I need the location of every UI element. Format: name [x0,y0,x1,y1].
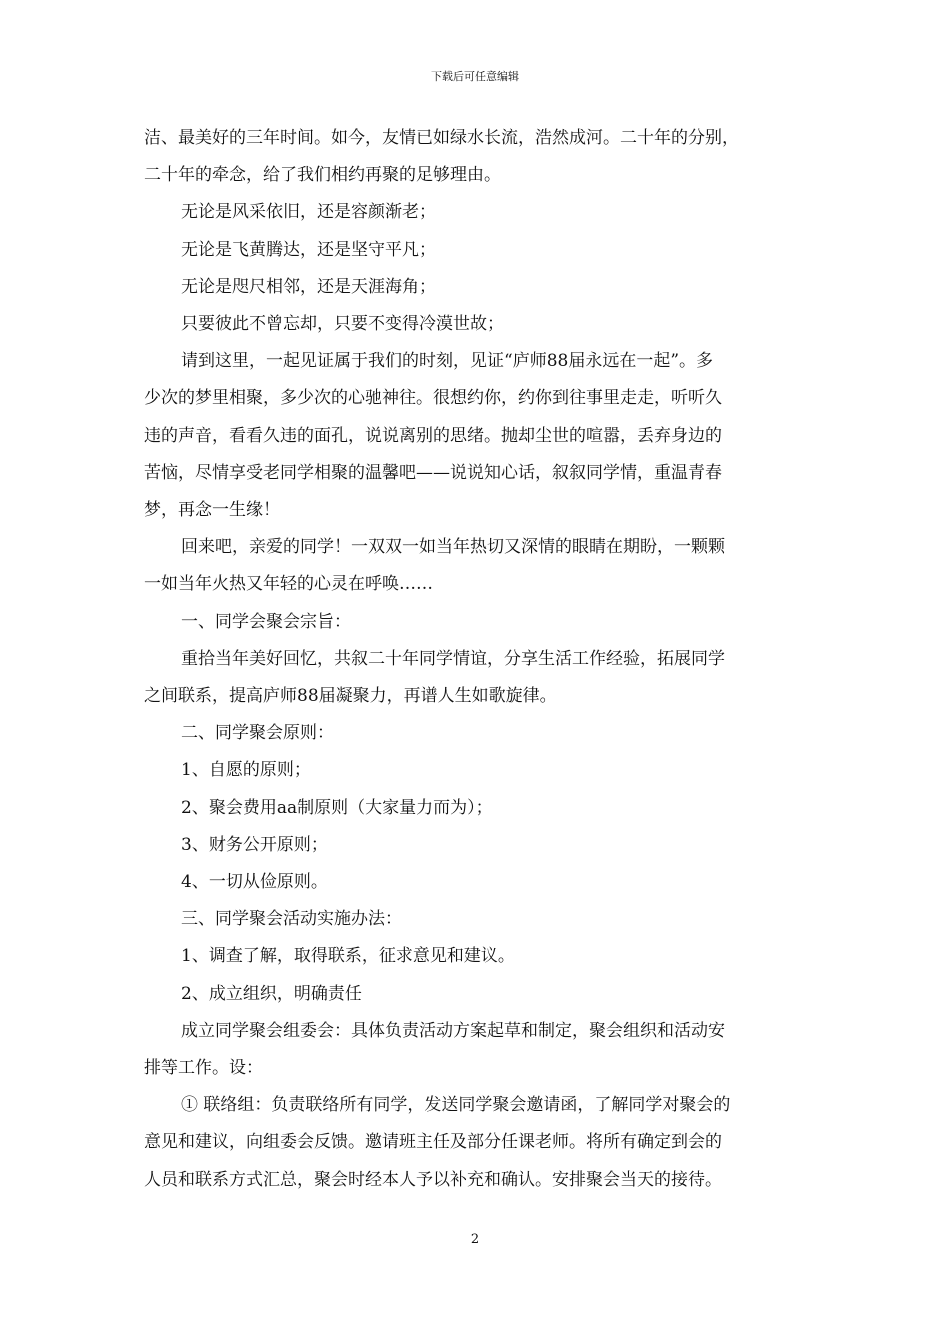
document-body [144,120,810,1199]
text-line: 少次的梦里相聚，多少次的心驰神往。很想约你，约你到往事里走走，听听久 [144,388,722,409]
page-header: 下载后可任意编辑 [431,70,519,83]
text-line: 违的声音，看看久违的面孔，说说离别的思绪。抛却尘世的喧嚣，丢弃身边的 [144,425,722,446]
text-line: 只要彼此不曾忘却，只要不变得冷漠世故； [181,314,504,335]
text-line: 三、同学聚会活动实施办法： [181,909,402,930]
text-line: 排等工作。设： [144,1058,263,1079]
text-line: 2、成立组织，明确责任 [181,983,362,1004]
text-line: 无论是咫尺相邻，还是天涯海角； [181,276,436,297]
text-line: 2、聚会费用aa制原则（大家量力而为）； [181,797,493,818]
text-line: 二、同学聚会原则： [181,723,334,744]
text-line: 1、自愿的原则； [181,760,311,781]
text-line: 意见和建议，向组委会反馈。邀请班主任及部分任课老师。将所有确定到会的 [144,1132,722,1153]
text-line: 无论是风采依旧，还是容颜渐老； [181,202,436,223]
text-line: 请到这里，一起见证属于我们的时刻，见证“庐师88届永远在一起”。多 [181,351,714,372]
text-line: 之间联系，提高庐师88届凝聚力，再谱人生如歌旋律。 [144,686,557,707]
text-line: 人员和联系方式汇总，聚会时经本人予以补充和确认。安排聚会当天的接待。 [144,1169,722,1190]
text-line: 一如当年火热又年轻的心灵在呼唤…… [144,574,433,595]
text-line: 洁、最美好的三年时间。如今，友情已如绿水长流，浩然成河。二十年的分别， [144,128,739,148]
text-line: 梦，再念一生缘！ [144,500,280,521]
text-line: 4、一切从俭原则。 [181,872,328,893]
text-line: ① 联络组：负责联络所有同学，发送同学聚会邀请函，了解同学对聚会的 [181,1095,731,1116]
text-line: 1、调查了解，取得联系，征求意见和建议。 [181,946,515,967]
text-line: 成立同学聚会组委会：具体负责活动方案起草和制定，聚会组织和活动安 [181,1020,725,1041]
text-line: 重拾当年美好回忆，共叙二十年同学情谊，分享生活工作经验，拓展同学 [181,648,725,669]
text-line: 一、同学会聚会宗旨： [181,611,351,632]
text-line: 3、财务公开原则； [181,834,328,855]
text-line: 苦恼，尽情享受老同学相聚的温馨吧——说说知心话，叙叙同学情，重温青春 [144,462,722,483]
text-line: 二十年的牵念，给了我们相约再聚的足够理由。 [144,165,501,186]
text-line: 无论是飞黄腾达，还是坚守平凡； [181,239,436,260]
page-number: 2 [470,1232,480,1247]
text-line: 回来吧，亲爱的同学！一双双一如当年热切又深情的眼睛在期盼，一颗颗 [181,537,725,558]
